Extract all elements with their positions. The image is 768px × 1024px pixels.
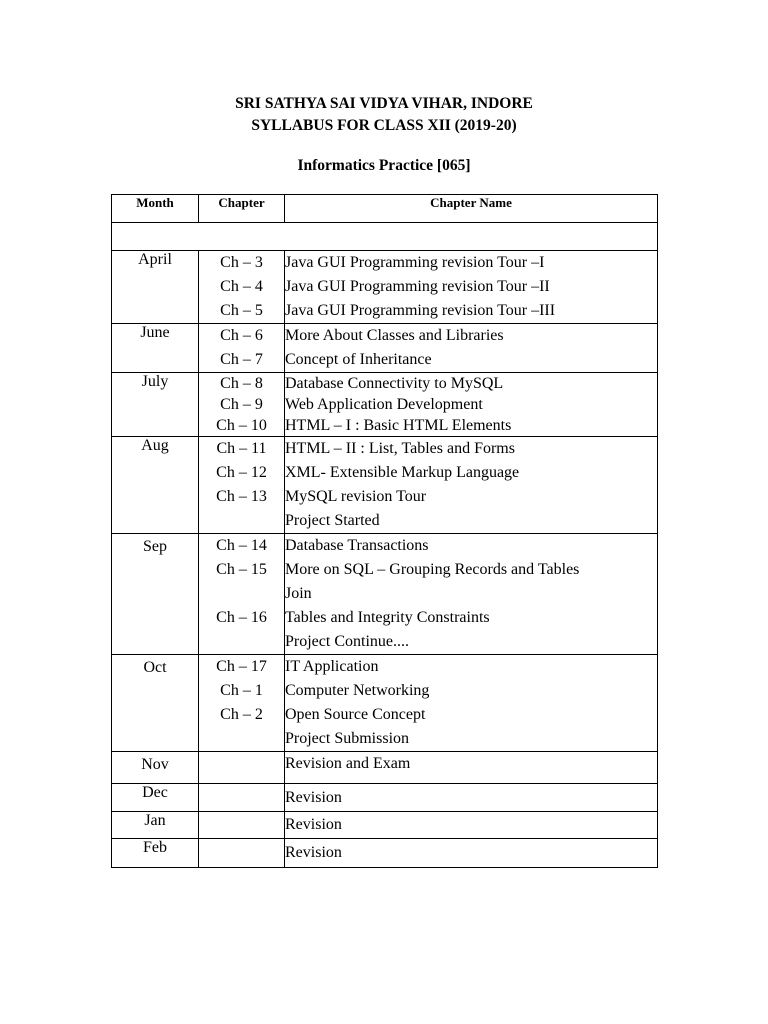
table-row — [112, 812, 658, 839]
chapter-name: Database Connectivity to MySQL — [285, 375, 504, 392]
table-row — [112, 251, 658, 324]
chapter-number: Ch – 9 — [220, 396, 263, 413]
chapter-name: Concept of Inheritance — [285, 351, 432, 368]
month-cell: July — [112, 373, 199, 437]
chapter-name-cell — [285, 784, 658, 812]
chapter-cell — [199, 373, 285, 437]
chapter-name-cell — [285, 812, 658, 839]
chapter-name: Web Application Development — [285, 396, 483, 413]
chapter-name: Java GUI Programming revision Tour –III — [285, 302, 556, 319]
spacer — [199, 582, 284, 606]
empty-row — [112, 223, 658, 251]
table-header-row — [112, 195, 658, 223]
chapter-name: Revision and Exam — [285, 755, 411, 772]
chapter-number: Ch – 8 — [220, 375, 263, 392]
chapter-name: IT Application — [285, 658, 379, 675]
chapter-name: HTML – II : List, Tables and Forms — [285, 440, 515, 457]
chapter-name: Computer Networking — [285, 682, 430, 699]
chapter-number: Ch – 3 — [220, 254, 263, 271]
chapter-number: Ch – 1 — [220, 682, 263, 699]
syllabus-table — [111, 194, 658, 868]
chapter-name-cell — [285, 752, 658, 784]
chapter-name-cell — [285, 251, 658, 324]
chapter-name-column-header: Chapter Name — [285, 195, 658, 223]
chapter-number: Ch – 10 — [216, 417, 267, 434]
chapter-name: Java GUI Programming revision Tour –I — [285, 254, 545, 271]
chapter-name: Revision — [285, 788, 342, 806]
table-row — [112, 324, 658, 373]
chapter-name: Project Continue.... — [285, 633, 409, 650]
chapter-name: Java GUI Programming revision Tour –II — [285, 278, 550, 295]
subject-title: Informatics Practice [065] — [297, 157, 471, 174]
chapter-name: Database Transactions — [285, 537, 429, 554]
chapter-number: Ch – 12 — [216, 464, 267, 481]
chapter-cell — [199, 251, 285, 324]
table-row — [112, 437, 658, 534]
chapter-name: HTML – I : Basic HTML Elements — [285, 417, 512, 434]
month-cell: Nov — [112, 752, 199, 784]
table-row — [112, 752, 658, 784]
chapter-number: Ch – 13 — [216, 488, 267, 505]
chapter-name-cell — [285, 324, 658, 373]
chapter-cell — [199, 655, 285, 752]
month-cell: Aug — [112, 437, 199, 534]
chapter-cell — [199, 752, 285, 784]
chapter-name-cell — [285, 839, 658, 868]
chapter-name: Project Started — [285, 512, 380, 529]
month-cell: Jan — [112, 812, 199, 839]
chapter-number: Ch – 7 — [220, 351, 263, 368]
chapter-number: Ch – 2 — [220, 706, 263, 723]
chapter-number: Ch – 15 — [216, 561, 267, 578]
month-cell: April — [112, 251, 199, 324]
empty-cell — [112, 223, 658, 251]
month-cell: June — [112, 324, 199, 373]
month-cell: Dec — [112, 784, 199, 812]
chapter-name: Tables and Integrity Constraints — [285, 609, 490, 626]
chapter-name: XML- Extensible Markup Language — [285, 464, 520, 481]
chapter-name-cell — [285, 655, 658, 752]
month-cell: Feb — [112, 839, 199, 868]
table-row — [112, 655, 658, 752]
chapter-number: Ch – 14 — [216, 537, 267, 554]
chapter-name: Join — [285, 585, 312, 602]
chapter-name: Open Source Concept — [285, 706, 426, 723]
month-column-header: Month — [112, 195, 199, 223]
chapter-name-cell — [285, 534, 658, 655]
school-title: SRI SATHYA SAI VIDYA VIHAR, INDORE — [235, 95, 533, 112]
chapter-cell — [199, 839, 285, 868]
month-cell: Sep — [112, 534, 199, 655]
chapter-name-cell — [285, 373, 658, 437]
table-row — [112, 373, 658, 437]
table-row — [112, 784, 658, 812]
chapter-number: Ch – 6 — [220, 327, 263, 344]
chapter-name: More About Classes and Libraries — [285, 327, 504, 344]
syllabus-title: SYLLABUS FOR CLASS XII (2019-20) — [251, 117, 517, 134]
chapter-cell — [199, 812, 285, 839]
chapter-cell — [199, 784, 285, 812]
chapter-cell — [199, 324, 285, 373]
chapter-number: Ch – 5 — [220, 302, 263, 319]
chapter-name: More on SQL – Grouping Records and Tables — [285, 561, 580, 578]
chapter-number: Ch – 17 — [216, 658, 267, 675]
chapter-cell — [199, 534, 285, 655]
table-row — [112, 839, 658, 868]
chapter-number: Ch – 16 — [216, 609, 267, 626]
chapter-cell — [199, 437, 285, 534]
table-row — [112, 534, 658, 655]
chapter-name: Revision — [285, 844, 342, 861]
chapter-name: Revision — [285, 816, 342, 833]
chapter-number: Ch – 11 — [216, 440, 267, 457]
chapter-name-cell — [285, 437, 658, 534]
chapter-name: MySQL revision Tour — [285, 488, 427, 505]
chapter-column-header: Chapter — [199, 195, 285, 223]
chapter-name: Project Submission — [285, 730, 410, 747]
month-cell: Oct — [112, 655, 199, 752]
chapter-number: Ch – 4 — [220, 278, 263, 295]
